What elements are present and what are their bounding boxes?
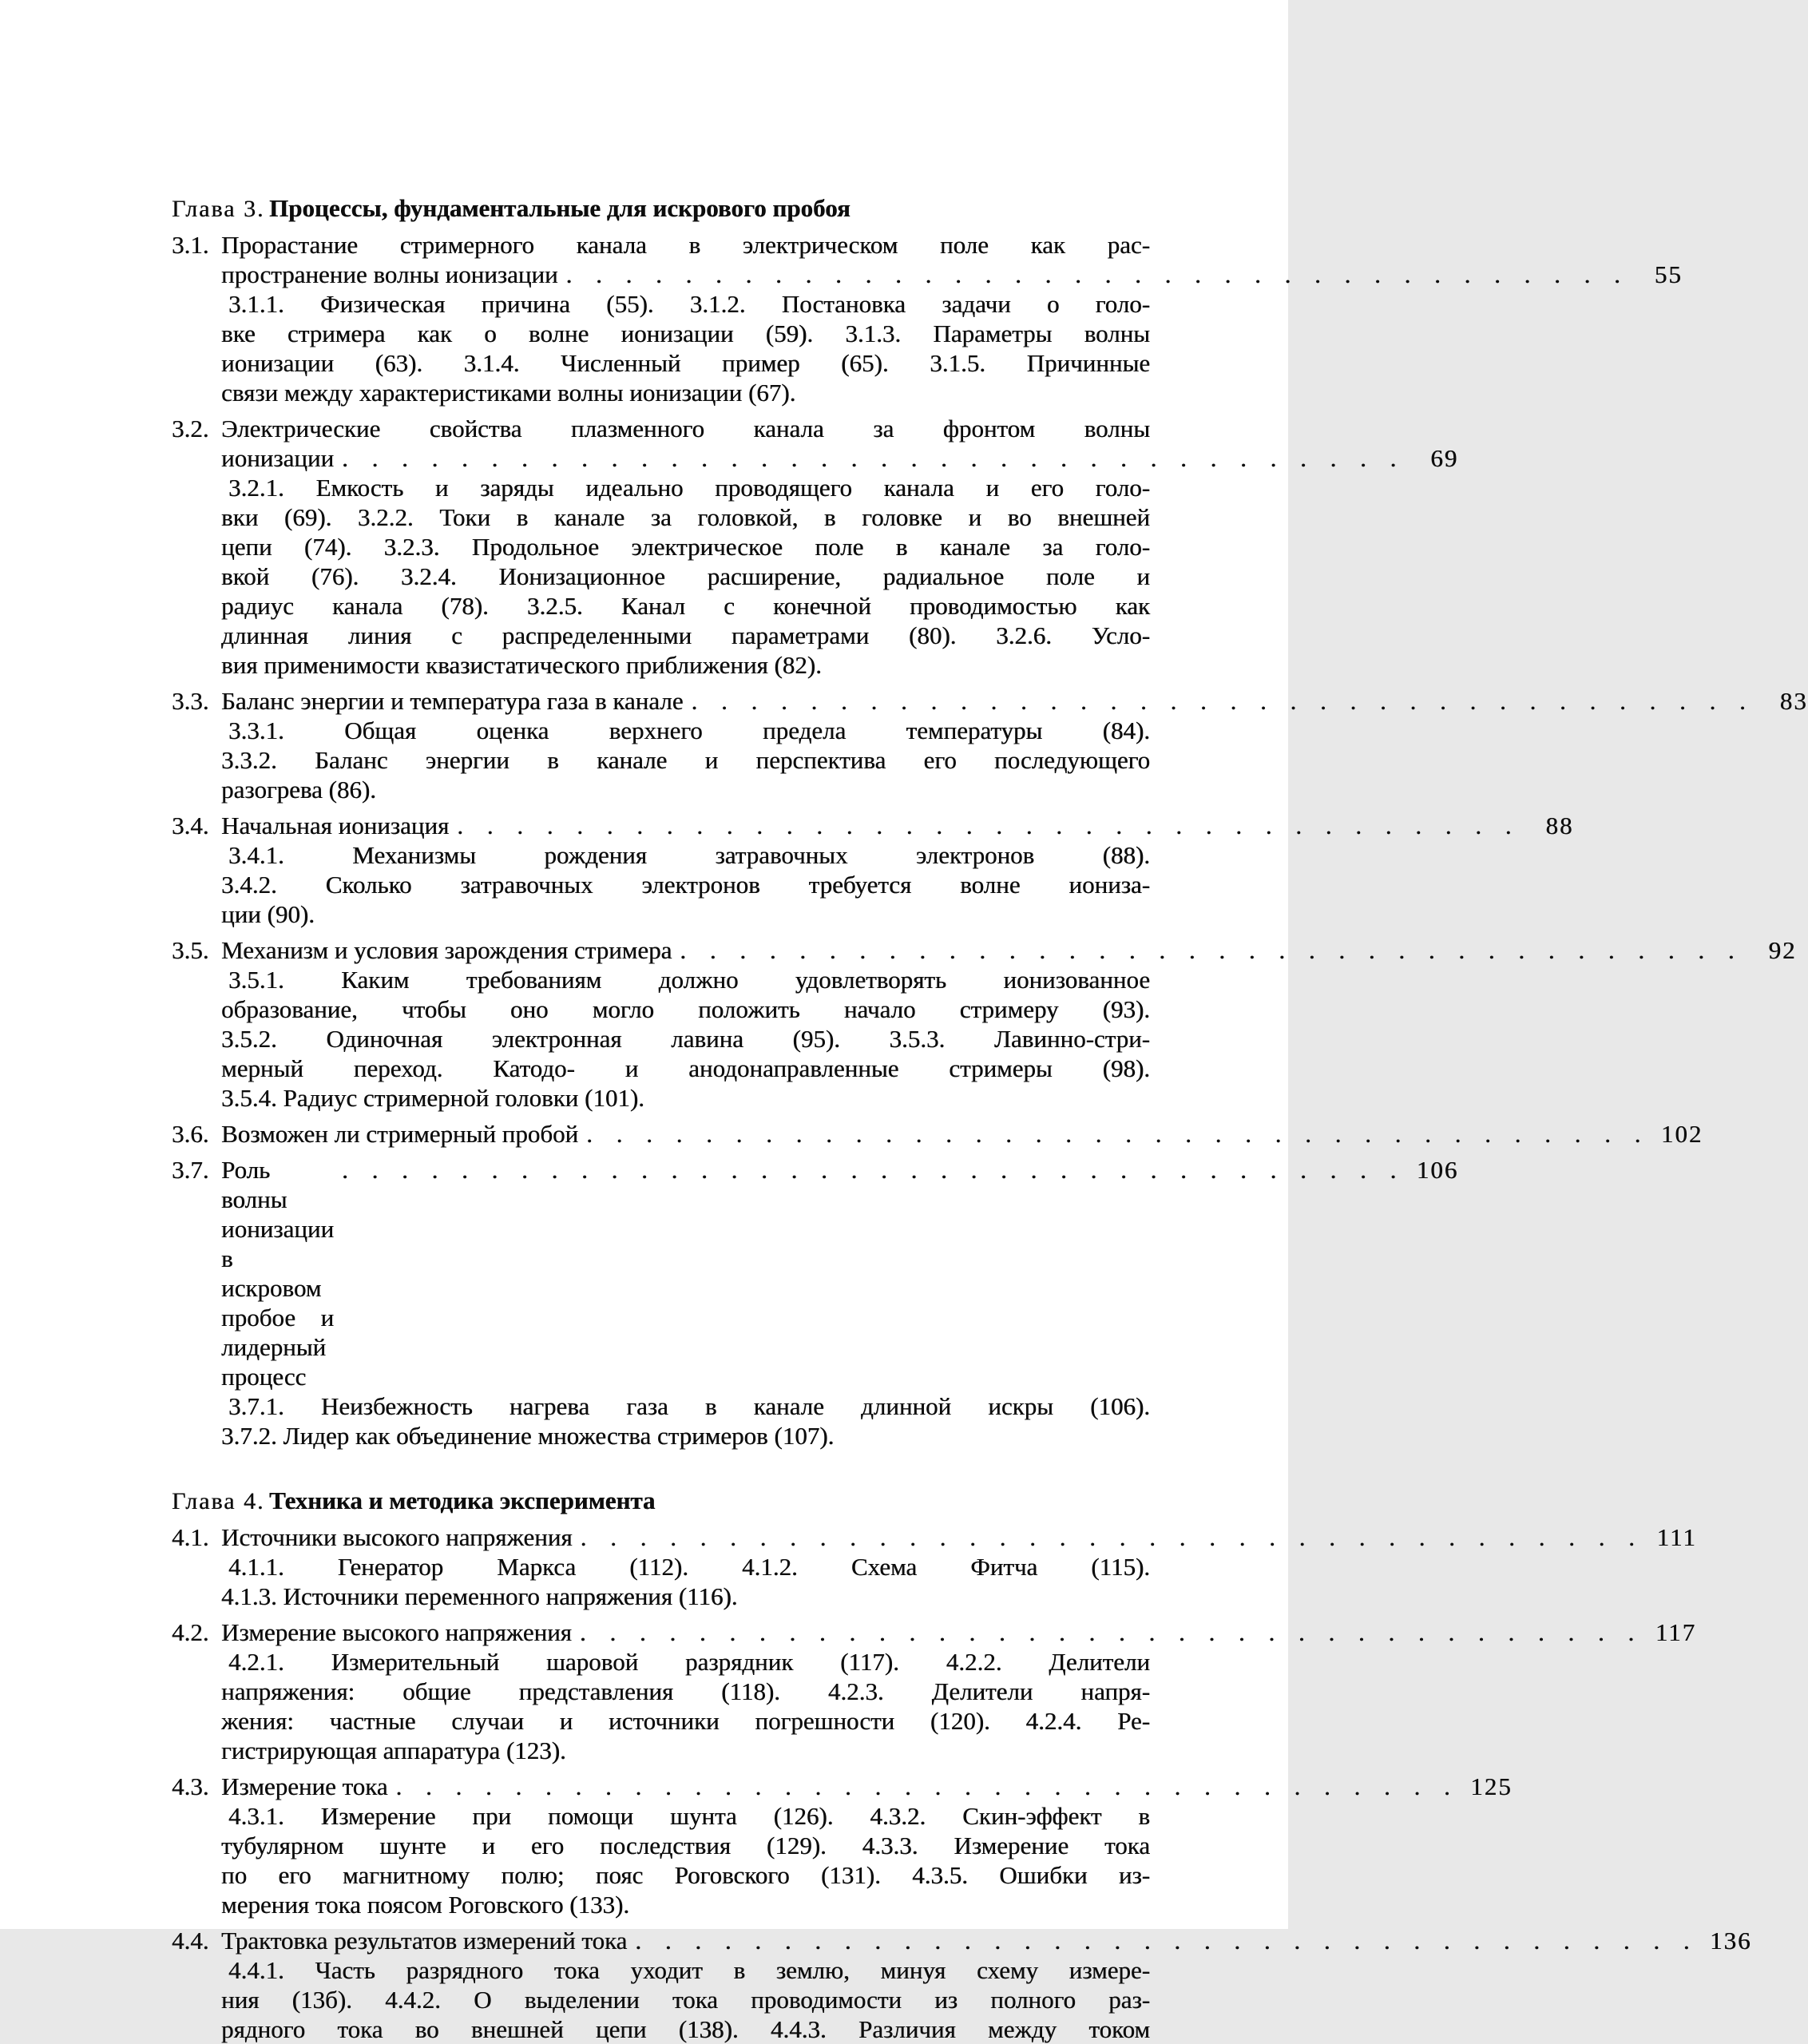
subsection-line: 4.2.1. Измерительный шаровой разрядник (117). 4.2.2. Делители <box>228 1648 1150 1676</box>
entry-number: 4.4. <box>172 1927 209 1955</box>
entry-page-number: 102 <box>1660 1120 1703 1148</box>
entry-title-last-line <box>221 686 1808 716</box>
entry-subsections <box>221 1391 1230 1451</box>
subsection-line: ионизации (63). 3.1.4. Численный пример (65). 3.1.5. Причинные <box>221 349 1150 377</box>
subsection-line: 4.3.1. Измерение при помощи шунта (126). 4.3.2. Скин-эффект в <box>228 1802 1150 1830</box>
entry-page-number: 55 <box>1654 260 1683 288</box>
subsection-line: ния (13б). 4.4.2. О выделении тока проводимости из полного раз- <box>221 1986 1150 2014</box>
table-of-contents <box>172 193 1808 2044</box>
toc-entry <box>172 1772 1513 1919</box>
entry-page-number: 111 <box>1656 1523 1697 1551</box>
subsection-line: вкой (76). 3.2.4. Ионизационное расширение, радиальное поле и <box>221 562 1150 590</box>
subsection-line: 3.1.1. Физическая причина (55). 3.1.2. Постановка задачи о голо- <box>228 290 1150 318</box>
toc-entry <box>172 230 1683 407</box>
subsection-line: 4.4.1. Часть разрядного тока уходит в землю, минуя схему измере- <box>228 1956 1150 1984</box>
entry-title-last-line <box>221 1617 1697 1647</box>
chapter-heading <box>172 1486 1230 1516</box>
subsection-line: по его магнитному полю; пояс Роговского (131). 4.3.5. Ошибки из- <box>221 1861 1150 1889</box>
entry-number: 3.6. <box>172 1120 209 1148</box>
toc-entry <box>172 1155 1459 1451</box>
dot-leader <box>342 1155 1396 1185</box>
entry-number: 4.1. <box>172 1523 209 1551</box>
entry-page-number: 69 <box>1430 444 1459 472</box>
entry-number: 4.3. <box>172 1772 209 1800</box>
subsection-line: гистрирующая аппаратура (123). <box>221 1736 566 1764</box>
chapter-title: Процессы, фундаментальные для искрового пробоя <box>269 194 850 222</box>
entry-title-line: Измерение тока <box>221 1772 388 1800</box>
subsection-line: 3.5.1. Каким требованиям должно удовлетворять ионизованное <box>228 966 1150 994</box>
subsection-line: мерный переход. Катодо- и анодонаправленные стримеры (98). <box>221 1054 1150 1082</box>
entry-title-line: Источники высокого напряжения <box>221 1523 573 1551</box>
entry-subsections <box>221 1955 1230 2044</box>
subsection-line: вке стримера как о волне ионизации (59). 3.1.3. Параметры волны <box>221 319 1150 347</box>
subsection-line: тубулярном шунте и его последствия (129). 4.3.3. Измерение тока <box>221 1832 1150 1859</box>
subsection-line: длинная линия с распределенными параметрами (80). 3.2.6. Усло- <box>221 621 1150 649</box>
dot-leader <box>692 686 1746 716</box>
entry-title-line: Трактовка результатов измерений тока <box>221 1927 628 1955</box>
subsection-line: 3.2.1. Емкость и заряды идеально проводящего канала и его голо- <box>228 474 1150 502</box>
entry-number: 3.5. <box>172 936 209 964</box>
entry-number: 3.1. <box>172 231 209 259</box>
entry-title-last-line <box>221 1155 1459 1391</box>
entry-subsections <box>221 289 1230 407</box>
entry-subsections <box>221 473 1230 680</box>
entry-page-number: 83 <box>1779 687 1808 715</box>
toc-entry <box>172 686 1808 804</box>
dot-leader <box>342 443 1396 473</box>
entry-page-number: 88 <box>1545 812 1574 839</box>
subsection-line: 4.1.3. Источники переменного напряжения (116). <box>221 1582 738 1610</box>
chapter-label: Глава 4. <box>172 1488 265 1514</box>
entry-subsections <box>221 1647 1230 1765</box>
entry-title-line: Механизм и условия зарождения стримера <box>221 936 672 964</box>
entry-title-line: Начальная ионизация <box>221 812 450 839</box>
subsection-line: 3.3.2. Баланс энергии в канале и перспектива его последующего <box>221 746 1150 774</box>
subsection-line: 3.7.1. Неизбежность нагрева газа в канале длинной искры (106). <box>228 1392 1150 1420</box>
dot-leader <box>580 1617 1634 1647</box>
entry-title-last-line <box>221 935 1797 965</box>
dot-leader <box>457 811 1511 840</box>
entry-page-number: 106 <box>1416 1156 1459 1184</box>
subsection-line: мерения тока поясом Роговского (133). <box>221 1891 630 1919</box>
toc-entry <box>172 811 1574 929</box>
entry-title-last-line <box>221 443 1459 473</box>
toc-entry <box>172 1926 1752 2044</box>
dot-leader <box>635 1926 1689 1955</box>
entry-page-number: 92 <box>1768 936 1797 964</box>
toc-entry <box>172 1119 1703 1149</box>
entry-title-last-line <box>221 1772 1513 1801</box>
entry-subsections <box>221 965 1230 1113</box>
dot-leader <box>396 1772 1450 1801</box>
entry-subsections <box>221 840 1230 929</box>
entry-title-line: Электрические свойства плазменного канала за фронтом волны <box>221 415 1150 443</box>
entry-number: 3.7. <box>172 1156 209 1184</box>
subsection-line: радиус канала (78). 3.2.5. Канал с конечной проводимостью как <box>221 592 1150 620</box>
subsection-line: 3.5.4. Радиус стримерной головки (101). <box>221 1084 644 1112</box>
dot-leader <box>581 1522 1635 1552</box>
entry-title-line: Роль волны ионизации в искровом пробое и лидерный процесс <box>221 1156 335 1391</box>
toc-entry <box>172 935 1797 1113</box>
subsection-line: вия применимости квазистатического приближения (82). <box>221 651 822 679</box>
subsection-line: разогрева (86). <box>221 776 376 804</box>
subsection-line: связи между характеристиками волны ионизации (67). <box>221 379 796 407</box>
toc-entry <box>172 1617 1697 1765</box>
entry-title-line: пространение волны ионизации <box>221 260 558 288</box>
entry-page-number: 117 <box>1655 1618 1697 1646</box>
entry-number: 3.4. <box>172 812 209 839</box>
subsection-line: 4.1.1. Генератор Маркса (112). 4.1.2. Схема Фитча (115). <box>228 1553 1150 1581</box>
subsection-line: 3.7.2. Лидер как объединение множества стримеров (107). <box>221 1422 835 1450</box>
subsection-line: напряжения: общие представления (118). 4.2.3. Делители напря- <box>221 1677 1150 1705</box>
subsection-line: 3.4.2. Сколько затравочных электронов требуется волне иониза- <box>221 871 1150 899</box>
entry-page-number: 136 <box>1710 1927 1752 1955</box>
entry-subsections <box>221 1552 1230 1611</box>
entry-number: 4.2. <box>172 1618 209 1646</box>
subsection-line: образование, чтобы оно могло положить начало стримеру (93). <box>221 995 1150 1023</box>
chapter-label: Глава 3. <box>172 196 265 222</box>
entry-number: 3.3. <box>172 687 209 715</box>
entry-page-number: 125 <box>1470 1772 1513 1800</box>
entry-number: 3.2. <box>172 415 209 443</box>
entry-title-line: Измерение высокого напряжения <box>221 1618 572 1646</box>
entry-title-line: Прорастание стримерного канала в электрическом поле как рас- <box>221 231 1150 259</box>
subsection-line: 3.4.1. Механизмы рождения затравочных электронов (88). <box>228 841 1150 869</box>
subsection-line: 3.5.2. Одиночная электронная лавина (95). 3.5.3. Лавинно-стри- <box>221 1025 1150 1053</box>
chapter-heading <box>172 193 1230 224</box>
entry-title-last-line <box>221 811 1574 840</box>
entry-subsections <box>221 716 1230 804</box>
subsection-line: жения: частные случаи и источники погрешности (120). 4.2.4. Ре- <box>221 1707 1150 1735</box>
entry-subsections <box>221 1801 1230 1919</box>
entry-title-last-line <box>221 1119 1703 1149</box>
subsection-line: цепи (74). 3.2.3. Продольное электрическое поле в канале за голо- <box>221 533 1150 561</box>
dot-leader <box>586 1119 1640 1149</box>
dot-leader <box>566 260 1620 289</box>
subsection-line: 3.3.1. Общая оценка верхнего предела температуры (84). <box>228 716 1150 744</box>
subsection-line: вки (69). 3.2.2. Токи в канале за головкой, в головке и во внешней <box>221 503 1150 531</box>
entry-title-last-line <box>221 260 1683 289</box>
entry-title-line: Возможен ли стримерный пробой <box>221 1120 579 1148</box>
entry-title-last-line <box>221 1926 1752 1955</box>
subsection-line: рядного тока во внешней цепи (138). 4.4.3. Различия между током <box>221 2015 1150 2043</box>
entry-title-last-line <box>221 1522 1697 1552</box>
dot-leader <box>680 935 1734 965</box>
toc-entry <box>172 414 1459 680</box>
subsection-line: ции (90). <box>221 900 315 928</box>
entry-title-line: ионизации <box>221 444 335 472</box>
entry-title-line: Баланс энергии и температура газа в канале <box>221 687 684 715</box>
chapter-title: Техника и методика эксперимента <box>269 1486 656 1514</box>
toc-entry <box>172 1522 1697 1611</box>
